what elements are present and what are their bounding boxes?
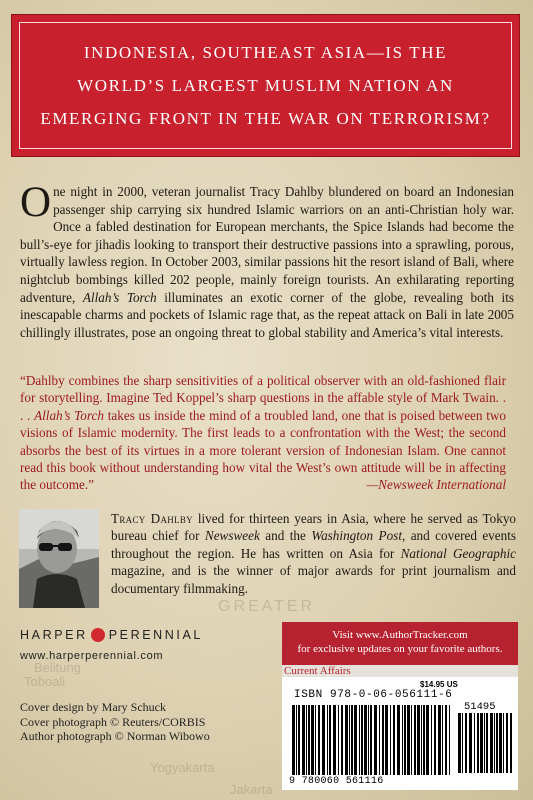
barcode-bar [421,705,422,775]
flame-dot-icon [91,628,105,642]
barcode-bar [477,713,479,773]
barcode-bar [379,705,380,775]
map-label: Toboali [24,674,66,689]
barcode-bar [292,705,295,775]
barcode-bar [393,705,395,775]
cover-credits [20,700,210,744]
barcode-bar [327,705,328,775]
barcode-bar [490,713,493,773]
barcode-bar [423,705,425,775]
barcode-bar [329,705,331,775]
barcode-bar [407,705,410,775]
barcode-bar [368,705,369,775]
price-addon-barcode-icon [456,713,512,775]
barcode-bar [411,705,412,775]
barcode-bar [390,705,391,775]
barcode-bar [458,713,461,773]
map-label: GREATER [218,598,316,615]
barcode-bar [364,705,367,775]
barcode-bar [465,713,467,773]
headline-line: INDONESIA, SOUTHEAST ASIA—IS THE [83,43,448,62]
barcode-panel [282,677,518,790]
barcode-bar [414,705,416,775]
review-quote [20,372,506,494]
tracker-line: for exclusive updates on your favorite authors. [297,643,503,655]
barcode-bar [354,705,357,775]
author-portrait-image [19,509,99,608]
author-bio-text: , and covered events throughout the region. He has written on Asia for [111,528,517,561]
author-bio-text: and the [265,528,306,544]
barcode-bar [474,713,475,773]
barcode-bar [499,713,502,773]
barcode-bar [462,713,463,773]
barcode-bar [359,705,360,775]
synopsis-text: ne night in 2000, veteran journalist Tracy Dahlby blundered on board an Indonesian passenger ship carrying six hundred Islamic warriors on an anti-Christian holy war. Once a fabled destination for European merchants, the Spice Islands had become the bull’s-eye for jihadis looking to transport their destructive passions into a sprawling, porous, virtually lawless region. In October 2003, similar passions hit the resort island of Bali, where nightclub bombings killed 202 people, mainly foreign tourists. An exhilarating reporting adventure, [20,184,514,305]
publisher-logo [20,625,203,645]
barcode-bar [338,705,339,775]
ean-barcode-icon [290,705,450,777]
barcode-bar [510,713,512,773]
barcode-bar [397,705,400,775]
barcode-bar [431,705,432,775]
barcode-bar [506,713,508,773]
author-name: Tracy Dahlby [111,511,193,526]
barcode-bar [302,705,305,775]
headline-line: EMERGING FRONT IN THE WAR ON TERRORISM? [40,109,491,128]
barcode-bar [404,705,406,775]
review-attribution: —Newsweek International [366,477,506,493]
barcode-bar [298,705,300,775]
map-label: Jakarta [230,782,273,797]
credit-line: Cover design by Mary Schuck [20,700,166,714]
headline-banner-frame [19,22,512,149]
barcode-bar [345,705,348,775]
barcode-bar [361,705,363,775]
publisher-logo-left: HARPER [20,628,88,642]
barcode-bar [370,705,372,775]
barcode-bar [385,705,388,775]
barcode-bar [494,713,495,773]
barcode-bar [341,705,343,775]
barcode-bar [322,705,325,775]
barcode-bar [374,705,377,775]
headline-banner [11,14,520,157]
book-title: Allah’s Torch [82,289,157,305]
barcode-bar [351,705,353,775]
review-text: “Dahlby combines the sharp sensitivities of a political observer with an old-fashioned flair for storytelling. Imagine Ted Koppel’s sharp questions in the affable style of Mark Twain. . . . [20,373,506,423]
book-title: Allah’s Torch [34,407,104,423]
credit-line: Author photograph © Norman Wibowo [20,729,210,743]
barcode-bar [486,713,488,773]
review-text: takes us inside the mind of a troubled land, one that is poised between two visions of Islamic modernity. The first leads to a confrontation with the West; the second absorbs the best of its virtues in a more tolerant version of Indonesian Islam. One cannot read this book without understanding how vital the West’s own attitude will be in affecting the outcome.” [20,407,507,493]
barcode-bar [417,705,420,775]
drop-cap: O [20,179,52,226]
barcode-bar [311,705,314,775]
barcode-bar [318,705,320,775]
map-label: Yogyakarta [150,760,215,775]
author-photo [19,509,99,608]
barcode-bar [308,705,310,775]
barcode-bar [402,705,403,775]
barcode-bar [484,713,485,773]
barcode-bar [434,705,436,775]
barcode-bar [333,705,336,775]
publisher-logo-right: PERENNIAL [108,628,203,642]
barcode-bar [503,713,504,773]
author-bio-text: lived for thirteen years in Asia, where he served as Tokyo bureau chief for [111,511,517,544]
barcode-bar [426,705,429,775]
tracker-line: Visit www.AuthorTracker.com [332,629,468,641]
publisher-url: www.harperperennial.com [20,650,164,662]
ean-digits: 9 780060 561116 [289,776,384,787]
barcode-bar [496,713,498,773]
barcode-bar [442,705,443,775]
barcode-bar [445,705,447,775]
map-label: Belitung [34,660,81,675]
publication-name: Washington Post [311,528,402,544]
barcode-addon-digits: 51495 [464,701,496,713]
category-label: Current Affairs [282,665,518,677]
barcode-bar [449,705,450,775]
synopsis-text: illuminates an exotic corner of the globe, revealing both its inescapable charms and pockets of Islamic rage that, as the repeat attack on Bali in late 2005 chillingly illustrates, pose an ongoing threat to global stability and America’s vital interests. [20,289,515,340]
barcode-bar [315,705,316,775]
barcode-bar [349,705,350,775]
credit-line: Cover photograph © Reuters/CORBIS [20,714,206,729]
publication-name: National Geographic [400,545,517,561]
price-label: $14.95 US [420,680,458,689]
author-bio-text: magazine, and is the winner of major awards for print journalism and documentary filmmaking. [111,563,516,596]
headline-line: WORLD’S LARGEST MUSLIM NATION AN [77,76,454,95]
author-tracker-box [282,622,518,665]
book-synopsis [20,179,515,341]
barcode-bar [382,705,384,775]
publication-name: Newsweek [204,528,260,544]
isbn-label: ISBN 978-0-06-056111-6 [294,689,453,701]
barcode-bar [296,705,297,775]
barcode-bar [469,713,472,773]
barcode-bar [306,705,307,775]
barcode-bar [438,705,441,775]
barcode-bar [480,713,483,773]
author-bio [111,510,516,597]
